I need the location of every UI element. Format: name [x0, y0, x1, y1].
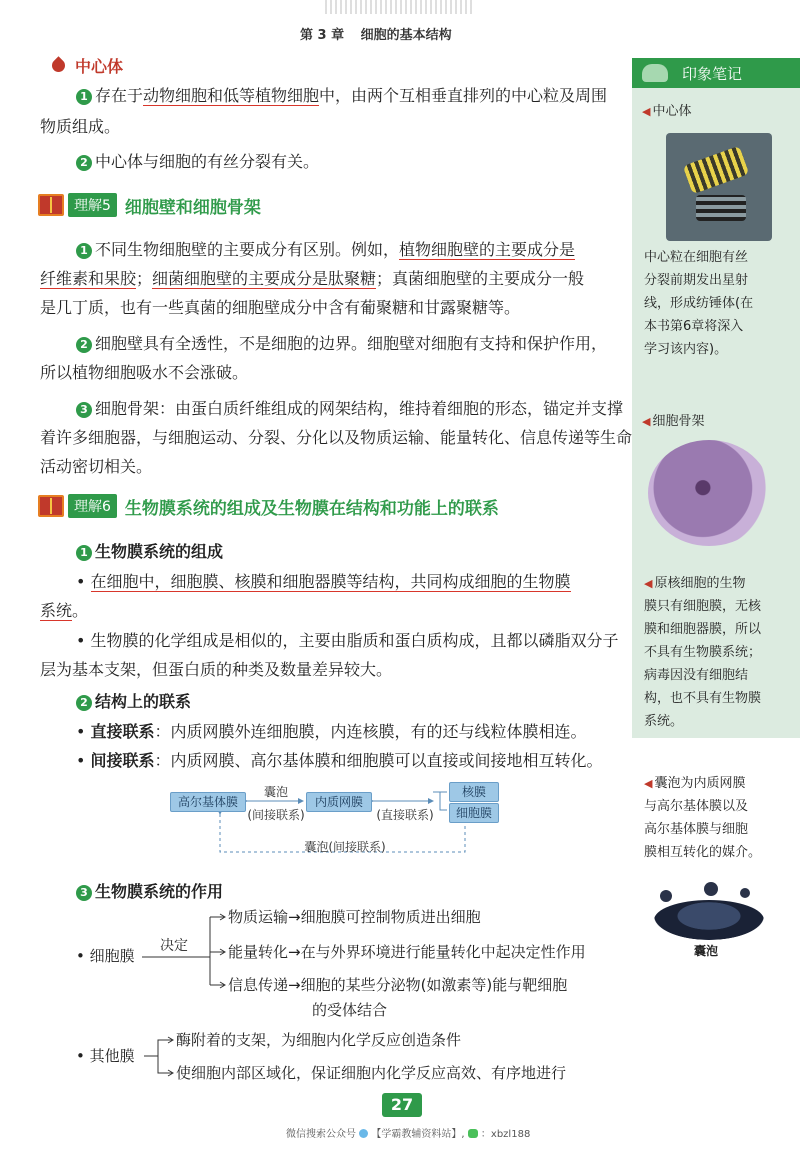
elephant-icon — [642, 64, 668, 82]
indirect-label: (间接联系) — [247, 808, 305, 822]
vesicle-image — [644, 880, 772, 946]
s5-p3-l1: 3 细胞骨架：由蛋白质纤维组成的网架结构，维持着细胞的形态，锚定并支撑 — [76, 395, 623, 422]
chapter-number: 第 3 章 — [300, 28, 345, 43]
other-function-1: 酶附着的支架，为细胞内化学反应创造条件 — [176, 1031, 462, 1049]
number-icon: 3 — [76, 885, 92, 901]
direct-label: (直接联系) — [376, 808, 434, 822]
number-icon: 1 — [76, 243, 92, 259]
page-number: 27 — [382, 1093, 422, 1117]
s6-sub2: 2 结构上的联系 — [76, 688, 191, 715]
other-membrane-node: • 其他膜 — [76, 1047, 135, 1065]
centrosome-p2: 2 中心体与细胞的有丝分裂有关。 — [76, 148, 319, 175]
centrosome-image — [666, 133, 772, 241]
function-transport: 物质运输→细胞膜可控制物质进出细胞 — [228, 908, 481, 926]
centrosome-p1-cont: 物质组成。 — [40, 117, 121, 136]
chat-icon — [468, 1129, 478, 1138]
cell-membrane-node: • 细胞膜 — [76, 947, 135, 965]
function-energy: 能量转化→在与外界环境进行能量转化中起决定性作用 — [228, 943, 586, 961]
s5-p1-l2: 纤维素和果胶；细菌细胞壁的主要成分是肽聚糖；真菌细胞壁的主要成分一般 — [40, 269, 585, 288]
section-title: 细胞壁和细胞骨架 — [124, 197, 261, 218]
function-signal-l1: 信息传递→细胞的某些分泌物(如激素等)能与靶细胞 — [228, 976, 568, 994]
number-icon: 1 — [76, 545, 92, 561]
note1-text: 中心粒在细胞有丝 分裂前期发出星射 线，形成纺锤体(在 本书第6章将深入 学习该内容)。 — [644, 250, 754, 357]
heading-text: 中心体 — [75, 57, 124, 76]
cytoskeleton-image — [648, 440, 770, 546]
s5-p2-l2: 所以植物细胞吸水不会涨破。 — [40, 363, 249, 382]
s5-p2-l1: 2 细胞壁具有全透性，不是细胞的边界。细胞壁对细胞有支持和保护作用， — [76, 330, 607, 357]
footer-wechat: 微信搜索公众号 【学霸教辅资料站】, ：xbzl188 — [286, 1129, 531, 1140]
sidebar-title: 印象笔记 — [682, 64, 743, 83]
golgi-membrane-box: 高尔基体膜 — [170, 792, 246, 812]
s5-p3-l2: 着许多细胞器，与细胞运动、分裂、分化以及物质运输、能量转化、信息传递等生命 — [40, 428, 633, 447]
other-function-2: 使细胞内部区域化，保证细胞内化学反应高效、有序地进行 — [176, 1064, 567, 1082]
sidebar-header — [632, 58, 800, 88]
wechat-icon — [359, 1129, 368, 1138]
centrosome-p1: 1 存在于动物细胞和低等植物细胞中，由两个互相垂直排列的中心粒及周围 — [76, 82, 636, 109]
decides-label: 决定 — [160, 938, 188, 954]
vesicle-label: 囊泡 — [263, 785, 288, 799]
s6-sub1: 1 生物膜系统的组成 — [76, 538, 223, 565]
note2-title: ◀ 细胞骨架 — [642, 414, 705, 429]
s5-p1-l1: 1 不同生物细胞壁的主要成分有区别。例如，植物细胞壁的主要成分是 — [76, 236, 575, 263]
s6-b2-l1: • 生物膜的化学组成是相似的，主要由脂质和蛋白质构成，且都以磷脂双分子 — [76, 631, 619, 650]
s6-sub3: 3 生物膜系统的作用 — [76, 878, 223, 905]
s6-b1-l1: • 在细胞中，细胞膜、核膜和细胞器膜等结构，共同构成细胞的生物膜 — [76, 572, 571, 591]
section-badge: 理解6 — [68, 494, 117, 518]
number-icon: 2 — [76, 695, 92, 711]
s6-b1-l2: 系统。 — [40, 601, 89, 620]
section-title: 生物膜系统的组成及生物膜在结构和功能上的联系 — [124, 498, 499, 519]
cell-membrane-box: 细胞膜 — [449, 803, 499, 823]
note1-title: ◀ 中心体 — [642, 104, 692, 119]
vesicle-caption: 囊泡 — [694, 944, 719, 958]
s6-indirect: • 间接联系：内质网膜、高尔基体膜和细胞膜可以直接或间接地相互转化。 — [76, 751, 603, 770]
s5-p3-l3: 活动密切相关。 — [40, 457, 153, 476]
s6-direct: • 直接联系：内质网膜外连细胞膜，内连核膜，有的还与线粒体膜相连。 — [76, 722, 587, 741]
er-membrane-box: 内质网膜 — [306, 792, 372, 812]
section-badge: 理解5 — [68, 193, 117, 217]
note3-text: ◀ 原核细胞的生物 膜只有细胞膜，无核 膜和细胞器膜，所以 不具有生物膜系统； 病毒因没有细胞结 构，也不具有生物膜 系统。 — [644, 576, 762, 729]
number-icon: 2 — [76, 337, 92, 353]
s6-b2-l2: 层为基本支架，但蛋白质的种类及数量差异较大。 — [40, 660, 393, 679]
number-icon: 2 — [76, 155, 92, 171]
number-icon: 3 — [76, 402, 92, 418]
chapter-title: 细胞的基本结构 — [360, 28, 452, 43]
note4-text: ◀ 囊泡为内质网膜 与高尔基体膜以及 高尔基体膜与细胞 膜相互转化的媒介。 — [644, 776, 762, 860]
bottom-vesicle-label: 囊泡(间接联系) — [304, 840, 386, 854]
function-signal-l2: 的受体结合 — [312, 1001, 388, 1019]
s5-p1-l3: 是几丁质，也有一些真菌的细胞壁成分中含有葡聚糖和甘露聚糖等。 — [40, 298, 521, 317]
number-icon: 1 — [76, 89, 92, 105]
nuclear-membrane-box: 核膜 — [449, 782, 499, 802]
